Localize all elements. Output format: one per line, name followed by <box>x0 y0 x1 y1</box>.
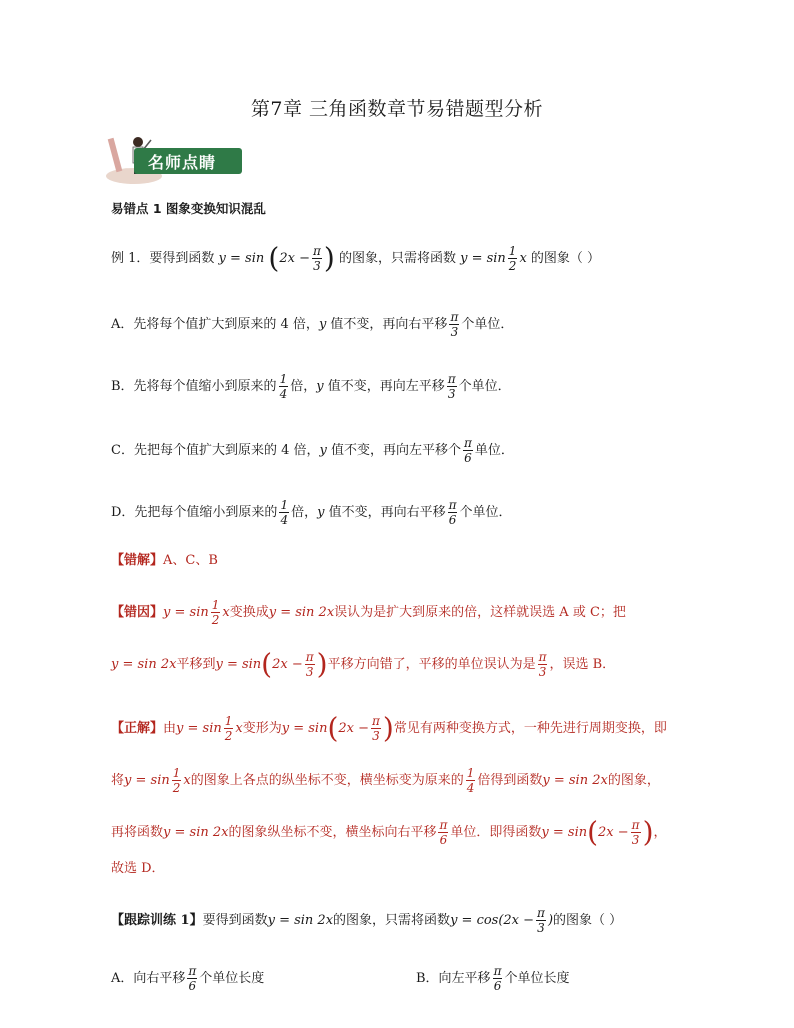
solution-l2b: 的图象上各点的纵坐标不变，横坐标变为原来的 <box>190 773 464 788</box>
option-a-post: 个单位． <box>461 317 514 332</box>
math-y-sin: y = sin <box>163 605 209 620</box>
math-sin2x: y = sin 2x <box>267 913 334 928</box>
math-y-sin: y = sin <box>124 773 170 788</box>
fraction-1-2 <box>224 714 234 743</box>
den: 3 <box>313 259 321 273</box>
solution-label: 【正解】 <box>111 721 164 736</box>
den: 2 <box>211 613 220 627</box>
solution-line2 <box>111 766 711 795</box>
fraction-pi-3 <box>312 244 322 273</box>
option-c-post: 单位． <box>474 443 514 458</box>
math-cos-expr: y = cos(2x − <box>450 913 535 928</box>
math-x: x <box>235 721 243 736</box>
example1-mid: 的图象，只需将函数 <box>338 251 456 266</box>
practice1-question <box>111 906 711 935</box>
den: 6 <box>448 513 457 527</box>
option-b <box>111 372 711 401</box>
option-a-mid: 值不变，再向右平移 <box>326 317 448 332</box>
math-y-sin-2: y = sin <box>460 251 506 266</box>
wrong-reason-t1: 变换成 <box>229 605 269 620</box>
fraction-pi-3 <box>536 906 546 935</box>
wrong-reason-label: 【错因】 <box>111 605 164 620</box>
num: π <box>538 650 547 664</box>
num: 1 <box>224 714 233 728</box>
practice1-options <box>111 964 711 993</box>
den: 3 <box>372 729 380 743</box>
solution-l1c: 常见有两种变换方式，一种先进行周期变换，即 <box>393 721 667 736</box>
option-d-mid2: 值不变，再向右平移 <box>324 505 446 520</box>
den: 3 <box>305 665 314 679</box>
option-d-pre: D．先把每个值缩小到原来的 <box>111 505 278 520</box>
practice1-opt-b-post: 个单位长度 <box>504 971 570 986</box>
fraction-pi-6 <box>187 964 197 993</box>
example1-question <box>111 241 711 275</box>
practice1-c: 的图象（ ） <box>553 913 623 928</box>
num: π <box>448 498 457 512</box>
solution-l3a: 再将函数 <box>111 825 164 840</box>
paren-right: ) <box>382 711 394 745</box>
practice1-opt-b-pre: B．向左平移 <box>416 971 491 986</box>
den: 3 <box>538 665 547 679</box>
fraction-pi-3 <box>538 650 548 679</box>
num: π <box>493 964 502 978</box>
point1-title: 易错点 1 图象变换知识混乱 <box>111 201 266 216</box>
num: 1 <box>172 766 181 780</box>
den: 3 <box>450 325 459 339</box>
den: 3 <box>631 833 640 847</box>
math-inner: 2x − <box>598 825 629 840</box>
math-sin2x: y = sin 2x <box>542 773 608 788</box>
example1-suffix: 的图象（ ） <box>530 251 601 266</box>
num: π <box>372 714 380 728</box>
math-y-sin: y = sin <box>281 721 328 736</box>
wrong-answer <box>111 550 711 572</box>
badge-label: 名师点睛 <box>148 153 217 172</box>
num: π <box>631 818 640 832</box>
den: 4 <box>279 387 288 401</box>
wrong-reason-line1 <box>111 598 711 627</box>
option-b-post: 个单位． <box>458 379 511 394</box>
math-y-sin: y = sin <box>176 721 222 736</box>
option-d-mid1: 倍， <box>291 505 318 520</box>
num: 1 <box>280 498 289 512</box>
math-y-sin: y = sin <box>215 657 262 672</box>
fraction-1-4 <box>279 498 289 527</box>
fraction-pi-3 <box>305 650 315 679</box>
num: π <box>463 436 472 450</box>
fraction-pi-6 <box>463 436 473 465</box>
wrong-reason-t4: 平移方向错了，平移的单位误认为是 <box>327 657 536 672</box>
math-x: x <box>222 605 230 620</box>
den: 2 <box>508 259 517 273</box>
solution-l3c: 单位．即得函数 <box>450 825 542 840</box>
fraction-pi-3 <box>449 310 459 339</box>
solution-l2a: 将 <box>111 773 125 788</box>
math-y: y <box>317 505 325 520</box>
paren-left: ( <box>261 647 273 681</box>
fraction-1-4 <box>279 372 289 401</box>
num: 1 <box>508 244 517 258</box>
solution-l1b: 变形为 <box>242 721 282 736</box>
den: 6 <box>439 833 448 847</box>
math-x: x <box>519 251 527 266</box>
practice1-b: 的图象，只需将函数 <box>333 913 451 928</box>
wrong-reason-line2 <box>111 647 711 681</box>
den: 6 <box>464 451 472 465</box>
num: π <box>537 906 545 920</box>
solution-line4: 故选 D． <box>111 861 165 876</box>
practice1-opt-a-pre: A．向右平移 <box>111 971 186 986</box>
option-b-mid2: 值不变，再向左平移 <box>323 379 445 394</box>
practice1-option-b <box>416 964 569 993</box>
option-b-mid1: 倍， <box>290 379 317 394</box>
math-y: y <box>319 443 327 458</box>
den: 4 <box>466 781 475 795</box>
solution-l1a: 由 <box>163 721 177 736</box>
paren-right: ) <box>642 815 654 849</box>
solution-line1 <box>111 711 711 745</box>
math-x: x <box>183 773 191 788</box>
math-sin2x: y = sin 2x <box>163 825 229 840</box>
math-sin2x: y = sin 2x <box>268 605 335 620</box>
solution-l3d: ， <box>653 825 667 840</box>
fraction-1-4 <box>466 766 476 795</box>
option-a <box>111 310 711 339</box>
math-y: y <box>316 379 324 394</box>
practice1-label: 【跟踪训练 1】 <box>111 913 203 928</box>
math-inner: 2x − <box>272 657 303 672</box>
math-sin2x: y = sin 2x <box>111 657 177 672</box>
den: 3 <box>537 921 545 935</box>
paren-right: ) <box>316 647 328 681</box>
fraction-pi-6 <box>448 498 458 527</box>
math-inner: 2x − <box>279 251 310 266</box>
num: π <box>439 818 448 832</box>
fraction-1-2 <box>211 598 221 627</box>
paren-left: ( <box>327 711 339 745</box>
page-title: 第7章 三角函数章节易错题型分析 <box>250 98 544 120</box>
paren-right: ) <box>323 241 335 275</box>
den: 2 <box>172 781 181 795</box>
fraction-pi-3 <box>447 372 457 401</box>
practice1-opt-a-post: 个单位长度 <box>199 971 265 986</box>
num: π <box>447 372 456 386</box>
paren-left: ( <box>268 241 280 275</box>
fraction-pi-6 <box>438 818 448 847</box>
option-c-pre: C．先把每个值扩大到原来的 4 倍， <box>111 443 320 458</box>
fraction-1-2 <box>508 244 518 273</box>
wrong-reason-t5: ，误选 B． <box>549 657 616 672</box>
fraction-pi-3 <box>371 714 381 743</box>
solution-l3b: 的图象纵坐标不变，横坐标向右平移 <box>228 825 437 840</box>
math-y-sin: y = sin <box>541 825 588 840</box>
wrong-answer-label: 【错解】 <box>111 553 164 568</box>
option-d-post: 个单位． <box>459 505 512 520</box>
option-c-mid: 值不变，再向左平移个 <box>326 443 461 458</box>
solution-line3 <box>111 815 711 849</box>
teacher-tip-badge <box>104 128 254 188</box>
math-inner: 2x − <box>338 721 370 736</box>
example1-prefix: 例 1．要得到函数 <box>111 251 215 266</box>
practice1-option-a <box>111 964 265 993</box>
num: π <box>312 244 321 258</box>
practice1-a: 要得到函数 <box>202 913 268 928</box>
num: 1 <box>211 598 220 612</box>
den: 2 <box>224 729 233 743</box>
solution-l2c: 倍得到函数 <box>477 773 543 788</box>
wrong-reason-t3: 平移到 <box>176 657 216 672</box>
fraction-pi-6 <box>493 964 503 993</box>
math-close-paren: ) <box>547 913 554 928</box>
num: 1 <box>279 372 288 386</box>
option-a-pre: A．先将每个值扩大到原来的 4 倍， <box>111 317 319 332</box>
den: 6 <box>493 979 502 993</box>
fraction-1-2 <box>172 766 182 795</box>
num: π <box>450 310 459 324</box>
solution-l2d: 的图象， <box>607 773 660 788</box>
den: 4 <box>280 513 289 527</box>
option-c <box>111 436 711 465</box>
num: π <box>305 650 314 664</box>
option-b-pre: B．先将每个值缩小到原来的 <box>111 379 277 394</box>
wrong-reason-t2: 误认为是扩大到原来的倍，这样就误选 A 或 C；把 <box>334 605 626 620</box>
math-y-sin: y = sin <box>218 251 265 266</box>
num: π <box>188 964 197 978</box>
fraction-pi-3 <box>631 818 641 847</box>
math-y: y <box>318 317 327 332</box>
wrong-answer-text: A、C、B <box>163 553 218 568</box>
option-d <box>111 498 711 527</box>
num: 1 <box>466 766 475 780</box>
paren-left: ( <box>587 815 599 849</box>
den: 3 <box>447 387 456 401</box>
den: 6 <box>188 979 197 993</box>
